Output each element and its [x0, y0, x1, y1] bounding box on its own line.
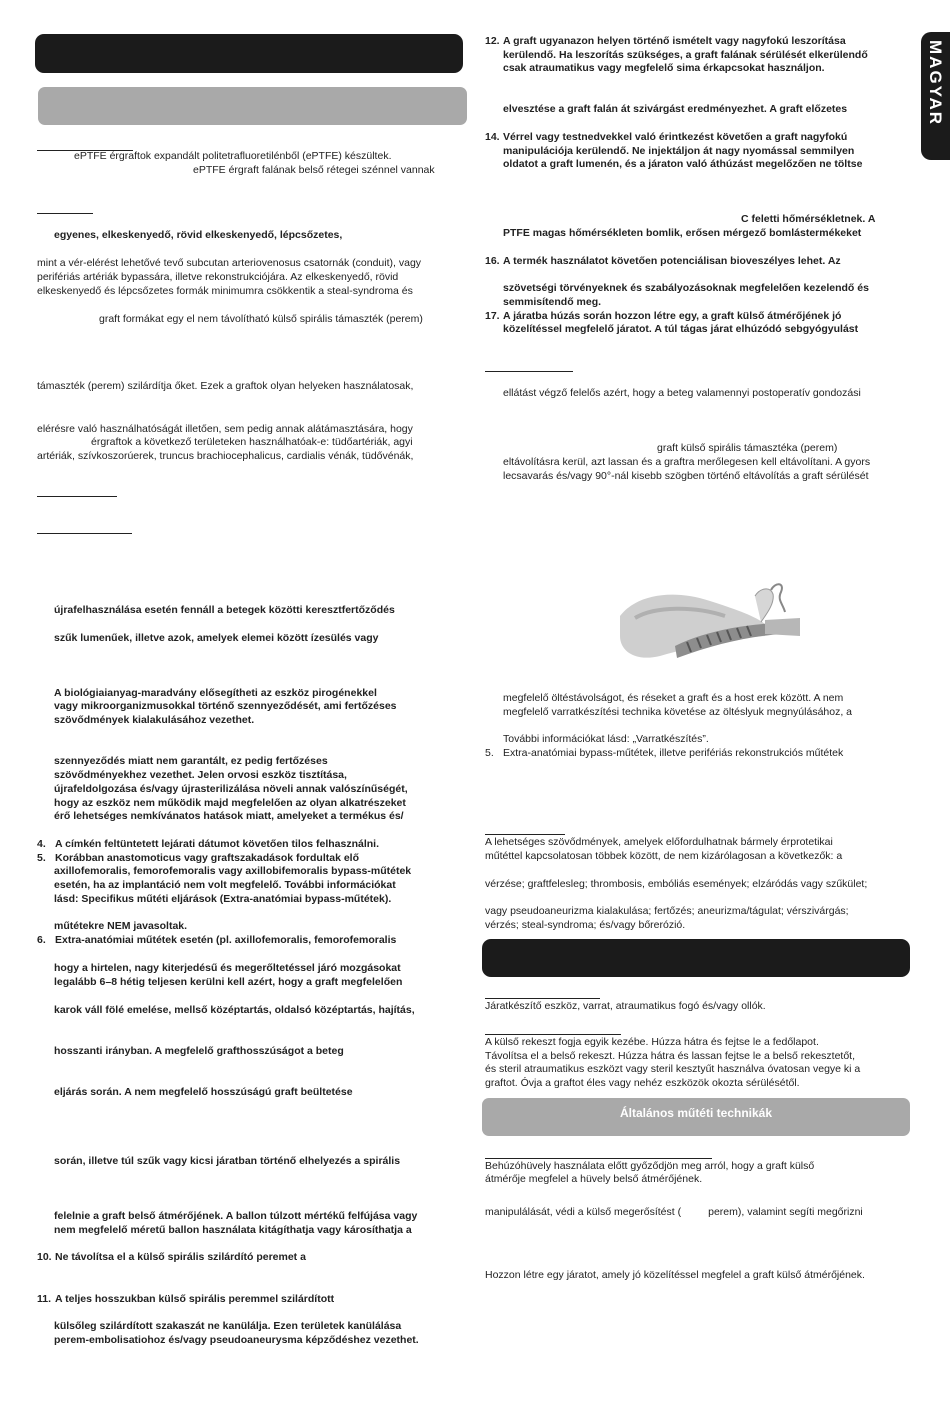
complications-line: vagy pseudoaneurizma kialakulása; fertőzés; aneurizma/tágulat; vérszivárgás;	[485, 905, 849, 917]
tunnel-text: Hozzon létre egy járatot, amely jó közelítéssel megfelel a graft külső átmérőjének.	[485, 1269, 865, 1281]
item-5-line: lásd: Specifikus műtéti eljárások (Extra-anatómiai bypass-műtétek).	[54, 893, 392, 905]
section-header-bar	[482, 939, 910, 977]
heading-rule	[485, 371, 573, 372]
item-6-line: felelnie a graft belső átmérőjének. A ballon túlzott mértékű felfújása vagy	[54, 1210, 418, 1222]
list-item-10	[37, 1251, 306, 1265]
heading-rule	[485, 998, 600, 999]
heading-rule	[485, 1034, 621, 1035]
item-17-line: közelítéssel megfelelő járatot. A túl tágas járat elhúzódó sebgyógyulást	[503, 323, 859, 335]
list-item-12	[485, 35, 846, 49]
precaution-line: graft külső spirális támasztéka (perem)	[657, 442, 838, 454]
use-line: érgraftok a következő területeken használhatóak-e: tüdőartériák, agyi	[91, 436, 413, 448]
description-line: ePTFE érgraftok expandált politetrafluoretilénből (ePTFE) készültek.	[74, 150, 392, 162]
warning-line: szövődményekhez vezethet. Jelen orvosi eszköz tisztítása,	[54, 769, 347, 781]
warning-line: érő lehetséges nemkívánatos hatások miatt, amelyeket a termékus és/	[54, 810, 404, 822]
heading-rule	[37, 213, 93, 214]
ring-removal-illustration	[615, 576, 800, 668]
item-text: A termék használatot követően potenciálisan bioveszélyes lehet. Az	[503, 255, 841, 267]
warning-line: hogy az eszköz nem működik majd megfelelően az olyan alkatrészeket	[54, 797, 406, 809]
suture-line: További információkat lásd: „Varratkészítés”.	[503, 733, 709, 745]
item-text: Extra-anatómiai műtétek esetén (pl. axillofemoralis, femorofemoralis	[55, 934, 397, 946]
item-text: Ne távolítsa el a külső spirális szilárdító peremet a	[55, 1251, 306, 1263]
manipulation-line	[485, 1206, 863, 1220]
suture-line: megfelelő varratkészítési technika követése az öltéslyuk megnyúlásához, a	[503, 706, 853, 718]
item-6-line: hogy a hirtelen, nagy kiterjedésű és megerőltetéssel járó mozgásokat	[54, 962, 401, 974]
subsection-header-bar	[38, 87, 467, 125]
item-11-line: perem-embolisatiohoz és/vagy pseudoaneurysma képződéshez vezethet.	[54, 1334, 419, 1346]
complications-line: vérzése; graftfelesleg; thrombosis, embóliás események; elzáródás vagy szűkület;	[485, 878, 868, 890]
item-16-line: szövetségi törvényeknek és szabályozásoknak megfelelően kezelendő és	[503, 282, 869, 294]
heading-rule	[37, 533, 132, 534]
section-header-bar	[35, 34, 463, 73]
heading-rule	[485, 1158, 712, 1159]
item-number: 10.	[37, 1251, 52, 1263]
warning-line: A biológiaianyag-maradvány elősegítheti az eszköz pirogénekkel	[54, 687, 377, 699]
list-item-17	[485, 310, 841, 324]
language-tab	[921, 32, 950, 160]
item-number: 5.	[37, 852, 46, 864]
list-item-6	[37, 934, 396, 948]
item-11-line: külsőleg szilárdított szakaszát ne kanülálja. Ezen területek kanülálása	[54, 1320, 402, 1332]
general-techniques-header: Általános műtéti technikák	[482, 1098, 910, 1136]
item-6-line: során, illetve túl szűk vagy kicsi járatban történő elhelyezés a spirális	[54, 1155, 401, 1167]
suture-line: megfelelő öltéstávolságot, és réseket a graft és a host erek között. A nem	[503, 692, 844, 704]
temperature-line: PTFE magas hőmérsékleten bomlik, erősen mérgező bomlástermékeket	[503, 227, 862, 239]
precaution-line: eltávolításra kerül, azt lassan és a graftra merőlegesen kell eltávolítani. A gyors	[503, 456, 871, 468]
item-6-line: hosszanti irányban. A megfelelő grafthosszúságot a beteg	[54, 1045, 344, 1057]
item-number: 6.	[37, 934, 46, 946]
tools-text: Járatkészítő eszköz, varrat, atraumatikus fogó és/vagy ollók.	[485, 1000, 766, 1012]
item-14-line: oldatot a graft lumenén, és a járaton való áthúzást megelőzően ne töltse	[503, 158, 863, 170]
list-item-4	[37, 838, 379, 852]
use-line: elérésre való használhatóságát illetően, sem pedig annak alátámasztására, hogy	[37, 423, 413, 435]
manipulation-text-b: perem), valamint segíti megőrizni	[708, 1206, 863, 1218]
item-text: A graft ugyanazon helyen történő ismételt vagy nagyfokú leszorítása	[503, 35, 846, 47]
indications-line: elkeskenyedő és lépcsőzetes formák minimumra csökkentik a steal-syndroma és	[37, 285, 413, 297]
item-5-line: axillofemoralis, femorofemoralis vagy axillobifemoralis bypass-műtétek	[54, 865, 412, 877]
item-6-line: legalább 6–8 hétig teljesen kerülni kell azért, hogy a graft megfelelően	[54, 976, 403, 988]
item-6-line: nem megfelelő méretű ballon használata kitágíthatja vagy károsíthatja a	[54, 1224, 412, 1236]
indications-line: mint a vér-elérést lehetővé tevő subcutan arteriovenosus csatornák (conduit), vagy	[37, 257, 422, 269]
item-text: Vérrel vagy testnedvekkel való érintkezést követően a graft nagyfokú	[503, 131, 848, 143]
item-text: A teljes hosszukban külső spirális peremmel szilárdított	[55, 1293, 335, 1305]
ring-text: támaszték (perem) szilárdítja őket. Ezek a graftok olyan helyeken használatosak,	[37, 380, 414, 392]
item-number: 12.	[485, 35, 500, 47]
item-6-line: karok váll fölé emelése, mellső középtartás, oldalsó középtartás, hajítás,	[54, 1004, 415, 1016]
item-14-line: manipulációja kerülendő. Ne injektáljon át nagy nyomással semmilyen	[503, 145, 855, 157]
item-number: 5.	[485, 747, 494, 759]
item-16-line: semmisítendő meg.	[503, 296, 602, 308]
precaution-line: lecsavarás és/vagy 90°-nál kisebb szögben történő eltávolítás a graft sérülését	[503, 470, 869, 482]
complications-line: vérzés; steal-syndroma; és/vagy bőrerózió.	[485, 919, 686, 931]
ring-text: graft formákat egy el nem távolítható külső spirális támaszték (perem)	[99, 313, 423, 325]
item-text: Korábban anastomoticus vagy graftszakadások fordultak elő	[55, 852, 359, 864]
item-text: A járatba húzás során hozzon létre egy, a graft külső átmérőjének jó	[503, 310, 842, 322]
precaution-line: ellátást végző felelős azért, hogy a beteg valamennyi postoperatív gondozási	[503, 387, 861, 399]
list-item-16	[485, 255, 841, 269]
list-item-14	[485, 131, 847, 145]
item-number: 17.	[485, 310, 500, 322]
configurations-text: egyenes, elkeskenyedő, rövid elkeskenyedő, lépcsőzetes,	[54, 229, 343, 241]
heading-rule	[485, 834, 565, 835]
warning-line: szennyeződés miatt nem garantált, ez pedig fertőzéses	[54, 755, 328, 767]
item-12-line: kerülendő. Ha leszorítás szükséges, a graft falának sérülését elkerülendő	[503, 49, 868, 61]
item-number: 4.	[37, 838, 46, 850]
item-6-line: eljárás során. A nem megfelelő hosszúságú graft beültetése	[54, 1086, 353, 1098]
list-item-5	[37, 852, 359, 866]
language-tab-label: MAGYAR	[926, 40, 945, 126]
warning-line: szövődmények kialakulásához vezethet.	[54, 714, 255, 726]
temperature-line: C feletti hőmérsékletnek. A	[741, 213, 876, 225]
packaging-line: és steril atraumatikus eszközt vagy steril kesztyűt használva óvatosan vegye ki a	[485, 1063, 861, 1075]
item-number: 14.	[485, 131, 500, 143]
warning-line: szűk lumenűek, illetve azok, amelyek elemei között ízesülés vagy	[54, 632, 379, 644]
item-5-line: esetén, ha az implantáció nem volt megfelelő. További információkat	[54, 879, 396, 891]
packaging-line: graftot. Óvja a graftot éles vagy nehéz eszközök okozta sérülésétől.	[485, 1077, 800, 1089]
item-text: Extra-anatómiai bypass-műtétek, illetve perifériás rekonstrukciós műtétek	[503, 747, 844, 759]
item-number: 16.	[485, 255, 500, 267]
item-12-line: elvesztése a graft falán át szivárgást eredményezhet. A graft előzetes	[503, 103, 848, 115]
item-number: 11.	[37, 1293, 52, 1305]
item-12-line: csak atraumatikus vagy megfelelő sima érkapcsokat használjon.	[503, 62, 825, 74]
description-line: ePTFE érgraft falának belső rétegei szénnel vannak	[193, 164, 435, 176]
sheath-line: Behúzóhüvely használata előtt győződjön meg arról, hogy a graft külső	[485, 1160, 815, 1172]
complications-line: műtéttel kapcsolatosan többek között, de nem kizárólagosan a következők: a	[485, 850, 843, 862]
use-line: artériák, szívkoszorúerek, truncus brachiocephalicus, cardialis vénák, tüdővénák,	[37, 450, 414, 462]
heading-rule	[37, 496, 117, 497]
packaging-line: A külső rekeszt fogja egyik kezébe. Húzza hátra és fejtse le a fedőlapot.	[485, 1036, 819, 1048]
manipulation-text-a: manipulálását, védi a külső megerősítést (	[485, 1206, 682, 1218]
warning-line: újrafeldolgozása és/vagy újrasterilizálása növeli annak valószínűségét,	[54, 783, 408, 795]
sheath-line: átmérője megfelel a hüvely belső átmérőjének.	[485, 1173, 703, 1185]
list-item-11	[37, 1293, 334, 1307]
indications-line: perifériás artériák bypassára, illetve rekonstrukciójára. Az elkeskenyedő, rövid	[37, 271, 399, 283]
item-5-line: műtétekre NEM javasoltak.	[54, 920, 188, 932]
list-item-5b	[485, 747, 843, 761]
warning-line: vagy mikroorganizmusokkal történő szennyeződését, ami fertőzéses	[54, 700, 397, 712]
item-text: A címkén feltüntetett lejárati dátumot követően tilos felhasználni.	[55, 838, 380, 850]
complications-line: A lehetséges szövődmények, amelyek előfordulhatnak bármely érprotetikai	[485, 836, 833, 848]
warning-line: újrafelhasználása esetén fennáll a betegek közötti keresztfertőződés	[54, 604, 395, 616]
packaging-line: Távolítsa el a belső rekeszt. Húzza hátra és lassan fejtse le a belső rekesztetőt,	[485, 1050, 856, 1062]
